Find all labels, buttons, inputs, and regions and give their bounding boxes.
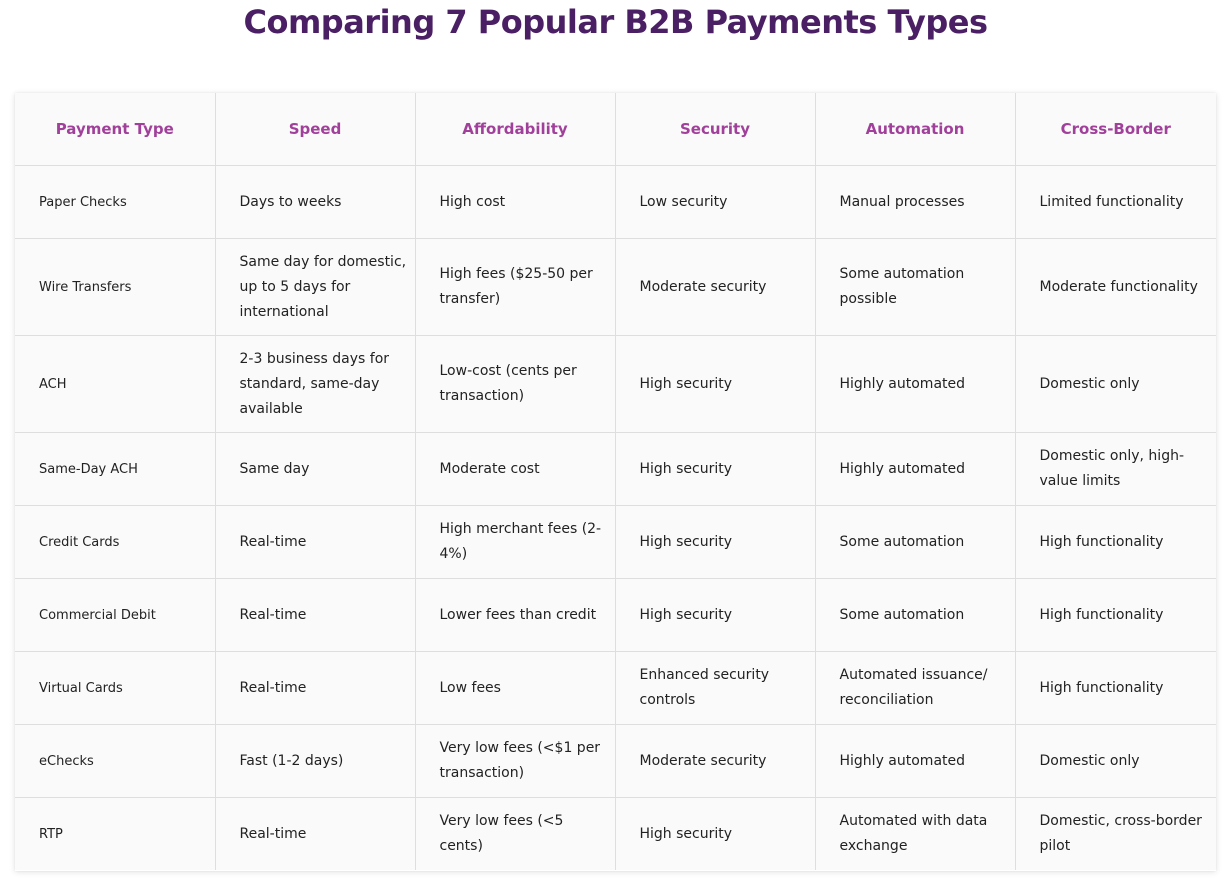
payment-type-cell: ACH — [15, 336, 215, 433]
cross-border-cell: Limited functionality — [1015, 166, 1216, 239]
speed-cell: Same day — [215, 433, 415, 506]
cross-border-cell: Domestic, cross-border pilot — [1015, 798, 1216, 871]
security-cell: Enhanced security controls — [615, 652, 815, 725]
payment-type-cell: Same-Day ACH — [15, 433, 215, 506]
security-cell: High security — [615, 798, 815, 871]
table-row — [15, 798, 1216, 871]
speed-cell: Real-time — [215, 506, 415, 579]
speed-cell: Days to weeks — [215, 166, 415, 239]
affordability-cell: Very low fees (<5 cents) — [415, 798, 615, 871]
column-header-security: Security — [615, 93, 815, 166]
payment-type-cell: eChecks — [15, 725, 215, 798]
page-title: Comparing 7 Popular B2B Payments Types — [243, 3, 988, 41]
security-cell: High security — [615, 336, 815, 433]
table-body — [15, 166, 1216, 871]
automation-cell: Manual processes — [815, 166, 1015, 239]
affordability-cell: Low fees — [415, 652, 615, 725]
affordability-cell: High merchant fees (2-4%) — [415, 506, 615, 579]
speed-cell: Real-time — [215, 798, 415, 871]
security-cell: Moderate security — [615, 725, 815, 798]
payment-type-cell: Paper Checks — [15, 166, 215, 239]
comparison-table-card — [15, 93, 1216, 871]
affordability-cell: Lower fees than credit — [415, 579, 615, 652]
cross-border-cell: High functionality — [1015, 506, 1216, 579]
affordability-cell: High cost — [415, 166, 615, 239]
table-header — [15, 93, 1216, 166]
column-header-cross-border: Cross-Border — [1015, 93, 1216, 166]
column-header-payment-type: Payment Type — [15, 93, 215, 166]
cross-border-cell: Domestic only — [1015, 336, 1216, 433]
automation-cell: Highly automated — [815, 433, 1015, 506]
security-cell: High security — [615, 579, 815, 652]
payment-type-cell: Commercial Debit — [15, 579, 215, 652]
automation-cell: Some automation possible — [815, 239, 1015, 336]
payment-type-cell: Virtual Cards — [15, 652, 215, 725]
cross-border-cell: Domestic only — [1015, 725, 1216, 798]
security-cell: Moderate security — [615, 239, 815, 336]
affordability-cell: High fees ($25-50 per transfer) — [415, 239, 615, 336]
speed-cell: Real-time — [215, 579, 415, 652]
automation-cell: Automated with data exchange — [815, 798, 1015, 871]
security-cell: High security — [615, 506, 815, 579]
table-row — [15, 336, 1216, 433]
cross-border-cell: High functionality — [1015, 652, 1216, 725]
payment-type-cell: RTP — [15, 798, 215, 871]
automation-cell: Some automation — [815, 506, 1015, 579]
header-row — [15, 93, 1216, 166]
automation-cell: Some automation — [815, 579, 1015, 652]
column-header-speed: Speed — [215, 93, 415, 166]
speed-cell: Real-time — [215, 652, 415, 725]
table-row — [15, 506, 1216, 579]
automation-cell: Automated issuance/ reconciliation — [815, 652, 1015, 725]
speed-cell: Fast (1-2 days) — [215, 725, 415, 798]
payment-type-cell: Wire Transfers — [15, 239, 215, 336]
table-row — [15, 239, 1216, 336]
automation-cell: Highly automated — [815, 336, 1015, 433]
speed-cell: Same day for domestic, up to 5 days for international — [215, 239, 415, 336]
affordability-cell: Low-cost (cents per transaction) — [415, 336, 615, 433]
affordability-cell: Very low fees (<$1 per transaction) — [415, 725, 615, 798]
cross-border-cell: Domestic only, high-value limits — [1015, 433, 1216, 506]
table-row — [15, 652, 1216, 725]
affordability-cell: Moderate cost — [415, 433, 615, 506]
security-cell: Low security — [615, 166, 815, 239]
table-row — [15, 433, 1216, 506]
cross-border-cell: High functionality — [1015, 579, 1216, 652]
automation-cell: Highly automated — [815, 725, 1015, 798]
table-row — [15, 166, 1216, 239]
cross-border-cell: Moderate functionality — [1015, 239, 1216, 336]
column-header-automation: Automation — [815, 93, 1015, 166]
comparison-table — [15, 93, 1216, 870]
security-cell: High security — [615, 433, 815, 506]
table-row — [15, 579, 1216, 652]
payment-type-cell: Credit Cards — [15, 506, 215, 579]
speed-cell: 2-3 business days for standard, same-day available — [215, 336, 415, 433]
column-header-affordability: Affordability — [415, 93, 615, 166]
table-row — [15, 725, 1216, 798]
